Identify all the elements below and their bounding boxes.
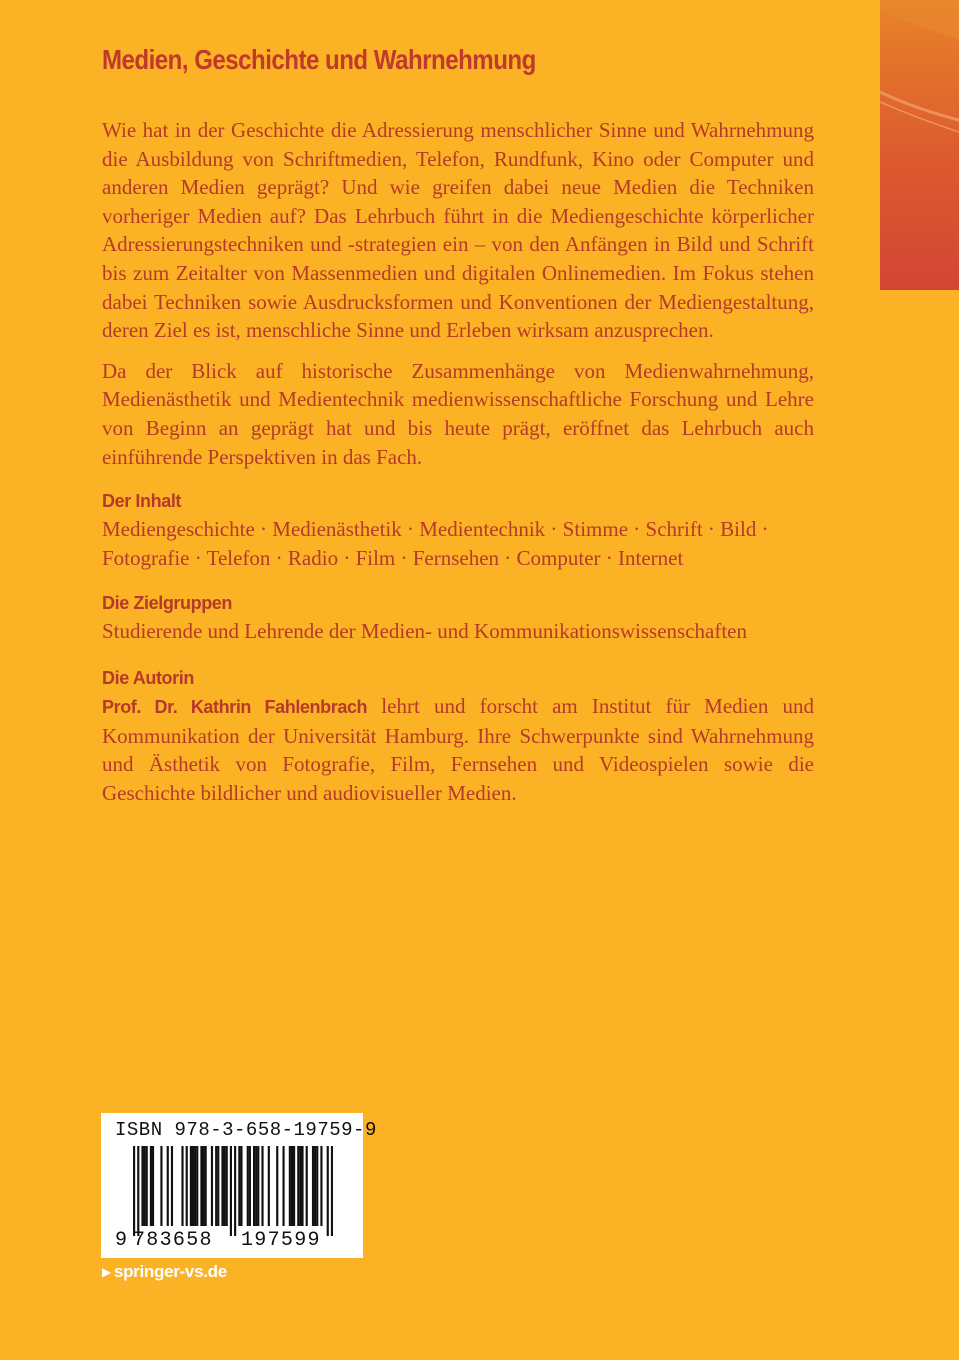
barcode-bar — [226, 1146, 228, 1226]
barcode-bar — [282, 1146, 284, 1226]
barcode-bar — [291, 1146, 293, 1226]
barcode-bar — [167, 1146, 169, 1226]
barcode-bar — [221, 1146, 223, 1226]
barcode-bar — [190, 1146, 192, 1226]
author-name: Prof. Dr. Kathrin Fahlenbrach — [102, 696, 368, 717]
barcode-bar — [312, 1146, 314, 1226]
barcode-digits — [111, 1229, 356, 1255]
website-text: springer-vs.de — [113, 1262, 227, 1281]
barcode-bar — [205, 1146, 207, 1226]
accent-bar — [880, 0, 959, 290]
barcode-bar — [320, 1146, 322, 1226]
barcode-bar — [133, 1146, 135, 1236]
barcode-bar — [137, 1146, 139, 1236]
isbn-label: ISBN 978-3-658-19759-9 — [115, 1119, 377, 1141]
website-link[interactable] — [102, 1262, 227, 1282]
barcode-bar — [217, 1146, 219, 1226]
intro-paragraph-1: Wie hat in der Geschichte die Adressierung menschlicher Sinne und Wahrnehmung die Ausbildung von Schriftmedien, Telefon, Rundfunk, Kino oder Computer und anderen Medien geprägt? Und wie greifen dabei neue Medien die Techniken vorheriger Medien auf? Das Lehrbuch führt in die Mediengeschichte körperlicher Adressierungstechniken und -strategien ein – von den Anfängen in Bild und Schrift bis zum Zeitalter von Massenmedien und digitalen Onlinemedien. Im Fokus stehen dabei Techniken sowie Ausdrucksformen und Konventionen der Mediengestaltung, deren Ziel es ist, menschliche Sinne und Erleben wirksam anzusprechen. — [102, 118, 814, 343]
isbn-barcode-box — [101, 1113, 377, 1258]
barcode-bar — [144, 1146, 146, 1226]
barcode-bar — [146, 1146, 148, 1226]
barcode-bar — [293, 1146, 295, 1226]
barcode-bar — [299, 1146, 301, 1226]
target-groups-text: Studierende und Lehrende der Medien- und Kommunikationswissenschaften — [102, 619, 748, 644]
barcode-bar — [301, 1146, 303, 1226]
barcode-bar — [314, 1146, 316, 1226]
barcode-bar — [289, 1146, 291, 1226]
barcode-bar — [200, 1146, 202, 1226]
wave-decoration — [880, 0, 959, 290]
barcode-bar — [268, 1146, 270, 1226]
barcode-bar — [186, 1146, 188, 1226]
barcode-bar — [160, 1146, 162, 1226]
barcode-bar — [211, 1146, 213, 1226]
barcode-bar — [261, 1146, 263, 1226]
barcode-bar — [171, 1146, 173, 1226]
author-bio-text: lehrt und forscht am Institut für Medien und Kommunikation der Universität Hamburg. Ihre Schwerpunkte sind Wahrnehmung und Ästhetik von Fotografie, Film, Fernsehen und Videospielen sowie die Geschichte bildlicher und audiovisueller Medien. — [102, 693, 814, 805]
barcode-bar — [306, 1146, 308, 1226]
barcode-bar — [234, 1146, 236, 1236]
content-topics-line-1: Mediengeschichte · Medienästhetik · Medientechnik · Stimme · Schrift · Bild · — [102, 517, 769, 542]
barcode-bar — [257, 1146, 259, 1226]
content-topics-line-2: Fotografie · Telefon · Radio · Film · Fernsehen · Computer · Internet — [102, 545, 684, 570]
barcode-bar — [215, 1146, 217, 1226]
barcode-bar — [247, 1146, 249, 1226]
barcode-bar — [224, 1146, 226, 1226]
barcode-bar — [230, 1146, 232, 1236]
book-title: Medien, Geschichte und Wahrnehmung — [102, 44, 536, 75]
barcode-bar — [194, 1146, 196, 1226]
barcode-bar — [240, 1146, 242, 1226]
author-bio — [102, 692, 814, 807]
barcode-bar — [150, 1146, 152, 1226]
intro-paragraph-2: Da der Blick auf historische Zusammenhänge von Medienwahrnehmung, Medienästhetik und Medientechnik medienwissenschaftliche Forschung und Lehre von Beginn an geprägt hat und bis heute prägt, eröffnet das Lehrbuch auch einführende Perspektiven in das Fach. — [102, 358, 814, 469]
barcode-bar — [331, 1146, 333, 1236]
barcode — [133, 1146, 333, 1236]
arrow-right-icon: ▶ — [102, 1265, 111, 1279]
barcode-bar — [192, 1146, 194, 1226]
barcode-bar — [196, 1146, 198, 1226]
barcode-bar — [255, 1146, 257, 1226]
barcode-bar — [238, 1146, 240, 1226]
barcode-bar — [297, 1146, 299, 1226]
section-heading-inhalt: Der Inhalt — [102, 491, 182, 512]
barcode-digit-first: 9 — [115, 1229, 128, 1252]
barcode-bar — [141, 1146, 143, 1226]
section-heading-autorin: Die Autorin — [102, 667, 194, 688]
barcode-bar — [316, 1146, 318, 1226]
barcode-bar — [249, 1146, 251, 1226]
barcode-bar — [253, 1146, 255, 1226]
back-cover-text — [102, 44, 814, 807]
barcode-bar — [202, 1146, 204, 1226]
barcode-digits-left: 783658 — [133, 1229, 213, 1252]
section-heading-zielgruppen: Die Zielgruppen — [102, 593, 233, 614]
barcode-digits-right: 197599 — [241, 1229, 321, 1252]
barcode-bar — [181, 1146, 183, 1226]
barcode-bar — [276, 1146, 278, 1226]
barcode-bar — [327, 1146, 329, 1236]
barcode-bar — [152, 1146, 154, 1226]
